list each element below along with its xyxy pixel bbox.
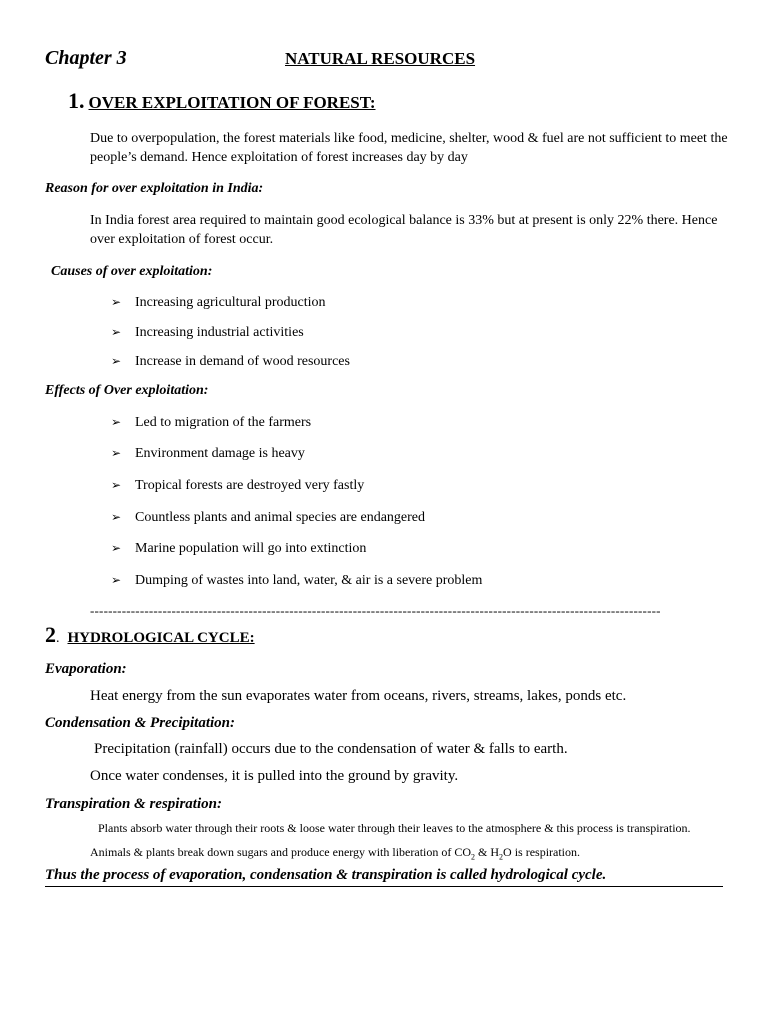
list-item: ➢ Led to migration of the farmers	[111, 415, 312, 430]
evaporation-heading: Evaporation:	[45, 661, 127, 677]
arrow-bullet-icon: ➢	[111, 415, 122, 429]
list-item: ➢ Countless plants and animal species are endangered	[111, 510, 426, 525]
section-2-number: 2	[45, 622, 56, 647]
transpiration-text: Plants absorb water through their roots & loose water through their leaves to the atmosphere & this process is transpiration.	[98, 821, 691, 835]
list-item: ➢ Increase in demand of wood resources	[111, 354, 350, 369]
section-2-heading: 2. HYDROLOGICAL CYCLE:	[45, 622, 255, 647]
section-1-number: 1.	[68, 88, 85, 113]
section-1-heading	[68, 88, 375, 114]
condensation-text-2: Once water condenses, it is pulled into the ground by gravity.	[90, 768, 459, 784]
evaporation-text: Heat energy from the sun evaporates water from oceans, rivers, streams, lakes, ponds etc.	[90, 688, 627, 704]
conclusion: Thus the process of evaporation, condensation & transpiration is called hydrological cycle.	[45, 867, 607, 883]
list-item: ➢ Marine population will go into extinction	[111, 541, 367, 556]
list-item: ➢ Increasing agricultural production	[111, 295, 326, 310]
arrow-bullet-icon: ➢	[111, 541, 122, 555]
arrow-bullet-icon: ➢	[111, 573, 122, 587]
section-2-title: HYDROLOGICAL CYCLE:	[67, 630, 255, 646]
arrow-bullet-icon: ➢	[111, 295, 122, 309]
reason-heading: Reason for over exploitation in India:	[45, 181, 264, 196]
respiration-text: Animals & plants break down sugars and produce energy with liberation of $CO_2$ & $H_2O$ is respiration.	[90, 845, 581, 862]
condensation-heading: Condensation & Precipitation:	[45, 715, 236, 731]
condensation-text-1: Precipitation (rainfall) occurs due to the condensation of water & falls to earth.	[94, 741, 568, 757]
section-divider: ------------------------------------------------------------------------------------------------------------------------------	[90, 603, 661, 618]
conclusion-underline	[45, 886, 723, 887]
effects-heading: Effects of Over exploitation:	[45, 383, 209, 398]
arrow-bullet-icon: ➢	[111, 446, 122, 460]
page-title: NATURAL RESOURCES	[285, 49, 476, 68]
list-item: ➢ Increasing industrial activities	[111, 325, 304, 340]
chapter-label: Chapter 3	[45, 47, 127, 69]
transpiration-heading: Transpiration & respiration:	[45, 796, 222, 812]
arrow-bullet-icon: ➢	[111, 478, 122, 492]
list-item: ➢ Dumping of wastes into land, water, & air is a severe problem	[111, 573, 483, 588]
arrow-bullet-icon: ➢	[111, 354, 122, 368]
reason-text: In India forest area required to maintain good ecological balance is 33% but at present is only 22% there. Hence over exploitation of forest occur.	[90, 213, 718, 247]
arrow-bullet-icon: ➢	[111, 325, 122, 339]
arrow-bullet-icon: ➢	[111, 510, 122, 524]
list-item: ➢ Tropical forests are destroyed very fastly	[111, 478, 365, 493]
list-item: ➢ Environment damage is heavy	[111, 446, 305, 461]
section-1-title: OVER EXPLOITATION OF FOREST:	[88, 93, 376, 112]
section-1-intro: Due to overpopulation, the forest materials like food, medicine, shelter, wood & fuel are not sufficient to meet the people’s demand. Hence exploitation of forest increases day by day	[90, 131, 728, 165]
causes-heading: Causes of over exploitation:	[51, 264, 213, 279]
